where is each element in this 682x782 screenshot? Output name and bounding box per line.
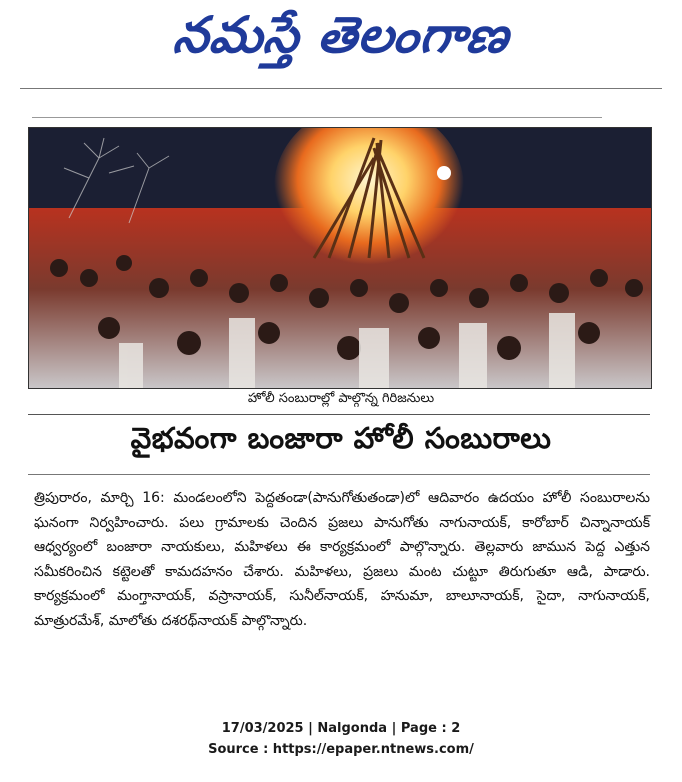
- holi-bonfire-photo: [28, 127, 652, 389]
- divider: [32, 117, 602, 118]
- divider: [28, 474, 650, 475]
- article-headline: వైభవంగా బంజారా హోలీ సంబురాలు: [130, 421, 552, 455]
- article-body: త్రిపురారం, మార్చి 16: మండలంలోని పెద్దతండా(పానుగోతుతండా)లో ఆదివారం ఉదయం హోలీ సంబురాలను ఘనంగా నిర్వహించారు. పలు గ్రామాలకు చెందిన ప్రజలు పానుగోతు నాగునాయక్, కారోబార్ చిన్నానాయక్ ఆధ్వర్యంలో బంజారా నాయకులు, మహిళలు ఈ కార్యక్రమంలో పాల్గొన్నారు. తెల్లవారు జామున పెద్ద ఎత్తున సమీకరించిన కట్టెలతో కామదహనం చేశారు. మహిళలు, ప్రజలు మంట చుట్టూ తిరుగుతూ ఆడి, పాడారు. కార్యక్రమంలో మంగ్తానాయక్, వస్రానాయక్, సునీల్‌నాయక్, హనుమా, బాలూనాయక్, సైదా, నాగునాయక్, మాత్రురమేశ్, మాలోతు దశరథ్‌నాయక్ పాల్గొన్నారు.: [34, 490, 650, 629]
- divider: [28, 414, 650, 415]
- newspaper-logo: నమస్తే తెలంగాణ: [170, 6, 513, 64]
- photo-caption: హోలీ సంబురాల్లో పాల్గొన్న గిరిజనులు: [247, 391, 435, 406]
- source-link[interactable]: Source : https://epaper.ntnews.com/: [208, 742, 474, 757]
- edition-info: 17/03/2025 | Nalgonda | Page : 2: [221, 721, 461, 736]
- photo-illustration: [29, 128, 651, 388]
- footer: [0, 718, 682, 760]
- article-clipping: [20, 88, 662, 701]
- masthead: [0, 0, 682, 78]
